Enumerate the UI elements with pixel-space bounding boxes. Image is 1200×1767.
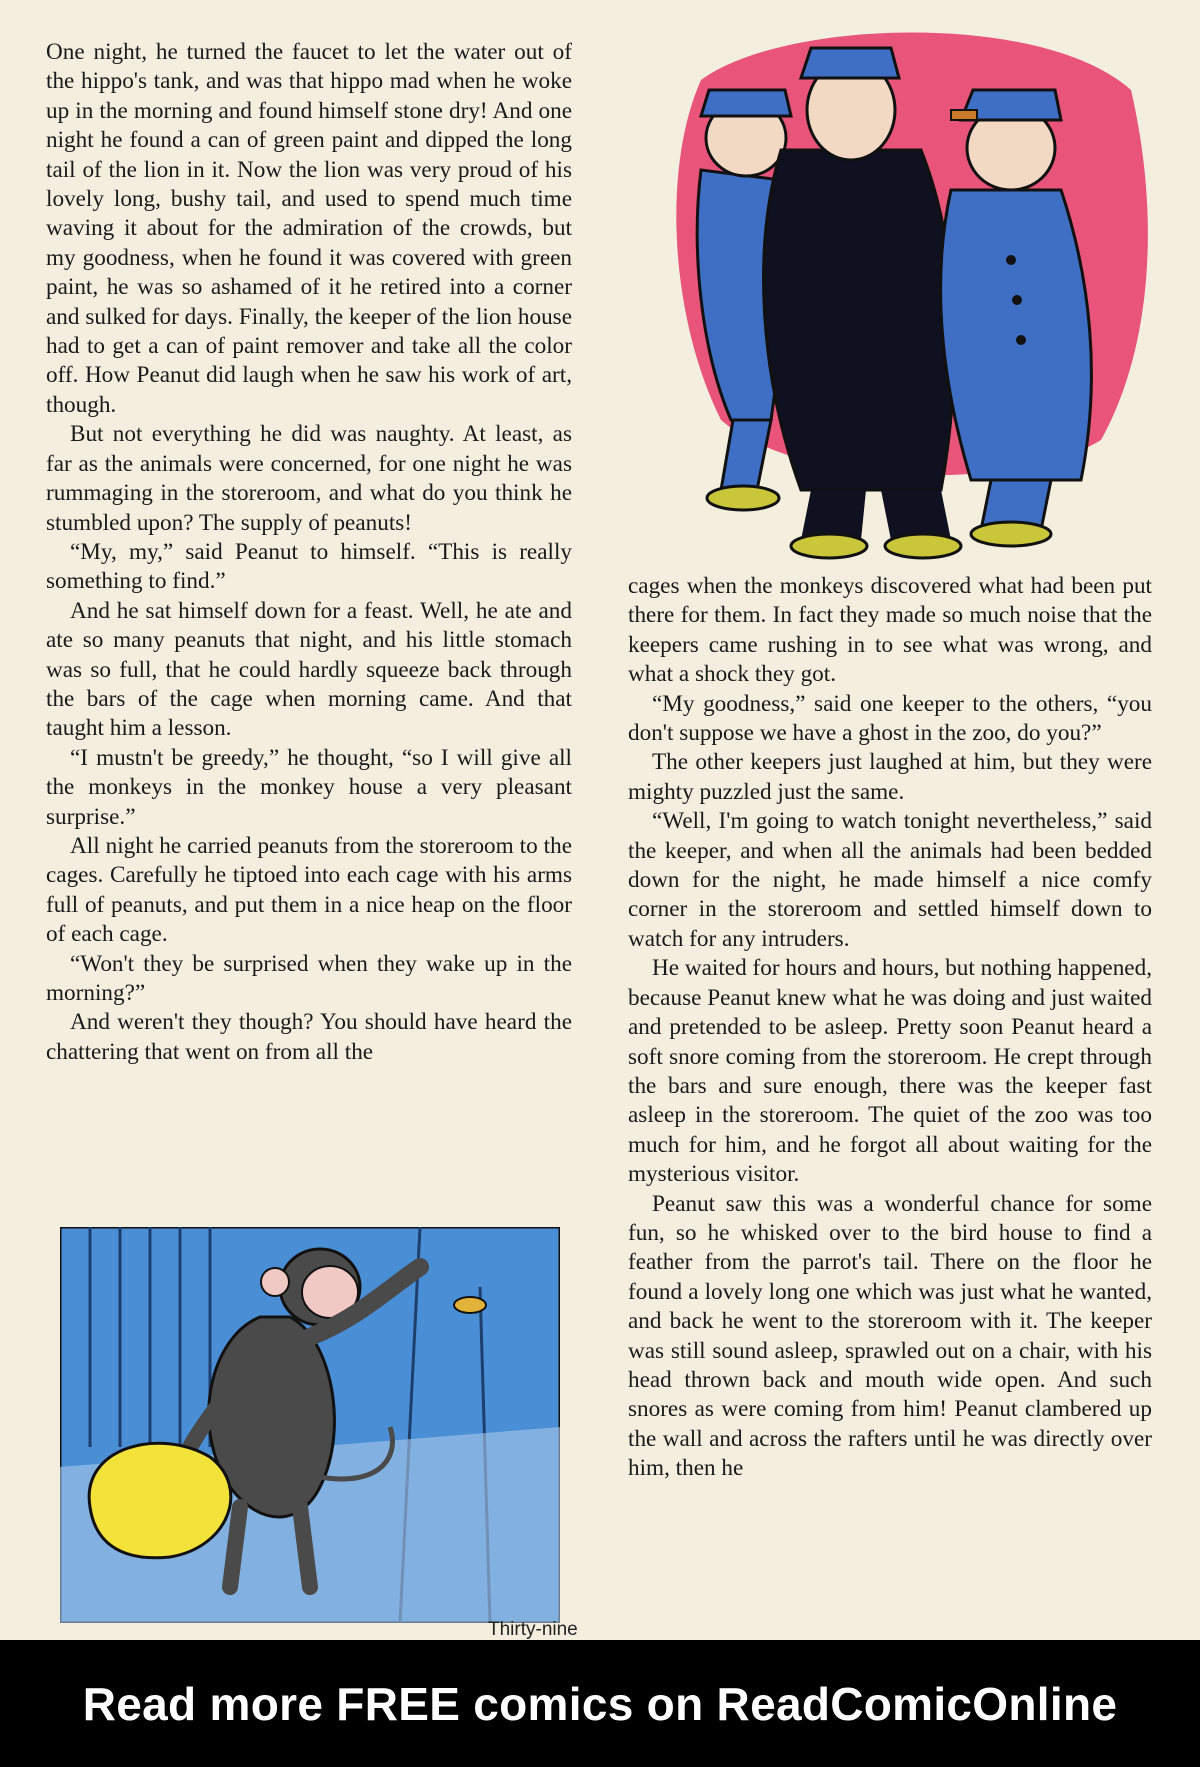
story-paragraph: “My, my,” said Peanut to himself. “This is really something to find.” bbox=[46, 538, 572, 595]
peanut-bag bbox=[89, 1443, 231, 1558]
story-paragraph: He waited for hours and hours, but nothing happened, because Peanut knew what he was doing and just waited and pretended to be asleep. Pretty soon Peanut heard a soft snore coming from the storeroom. He crept through the bars and sure enough, there was the keeper fast asleep in the storeroom. The quiet of the zoo was too much for him, and he forgot all about waiting for the mysterious visitor. bbox=[628, 955, 1152, 1188]
story-paragraph: “My goodness,” said one keeper to the others, “you don't suppose we have a ghost in the zoo, do you?” bbox=[628, 690, 1152, 747]
footer-link-text[interactable]: Read more FREE comics on ReadComicOnline bbox=[82, 1677, 1118, 1730]
footer-banner[interactable] bbox=[0, 1640, 1200, 1767]
keepers-illustration bbox=[661, 20, 1155, 566]
story-paragraph: All night he carried peanuts from the storeroom to the cages. Carefully he tiptoed into each cage with his arms full of peanuts, and put them in a nice heap on the floor of each cage. bbox=[46, 832, 572, 948]
story-paragraph: cages when the monkeys discovered what had been put there for them. In fact they made so much noise that the keepers came rushing in to see what was wrong, and what a shock they got. bbox=[628, 573, 1152, 688]
story-column-left bbox=[46, 38, 572, 1067]
story-paragraph: One night, he turned the faucet to let the water out of the hippo's tank, and was that hippo mad when he woke up in the morning and found himself stone dry! And one night he found a can of green paint and dipped the long tail of the lion in it. Now the lion was very proud of his lovely long, bushy tail, and used to spend much time waving it about for the admiration of the crowds, but my goodness, when he found it was covered with green paint, he was so ashamed of it he retired into a corner and sulked for days. Finally, the keeper of the lion house had to get a can of paint remover and take all the color off. How Peanut did laugh when he saw his work of art, though. bbox=[46, 39, 572, 418]
story-column-right bbox=[628, 572, 1152, 1484]
monkey-drawing bbox=[60, 1227, 560, 1623]
story-paragraph: And he sat himself down for a feast. Well, he ate and ate so many peanuts that night, and his little stomach was so full, that he could hardly squeeze back through the bars of the cage when morning came. And that taught him a lesson. bbox=[46, 597, 572, 742]
peanut bbox=[454, 1297, 486, 1313]
monkey-illustration bbox=[60, 1227, 560, 1623]
story-paragraph: Peanut saw this was a wonderful chance for some fun, so he whisked over to the bird house to find a feather from the parrot's tail. There on the floor he found a lovely long one which was just what he wanted, and back he went to the storeroom with it. The keeper was still sound asleep, sprawled out on a chair, with his head thrown back and mouth wide open. And such snores as were coming from him! Peanut clambered up the wall and across the rafters until he was directly over him, then he bbox=[628, 1190, 1152, 1482]
story-paragraph: The other keepers just laughed at him, but they were mighty puzzled just the same. bbox=[628, 749, 1152, 805]
story-paragraph: But not everything he did was naughty. At least, as far as the animals were concerned, for one night he was rummaging in the storeroom, and what do you think he stumbled upon? The supply of peanuts! bbox=[46, 421, 572, 536]
page-number: Thirty-nine bbox=[488, 1619, 578, 1640]
story-paragraph: “Well, I'm going to watch tonight nevertheless,” said the keeper, and when all the animals had been bedded down for the night, he made himself a nice comfy corner in the storeroom and settled himself down to watch for any intruders. bbox=[628, 808, 1152, 952]
story-paragraph: “Won't they be surprised when they wake up in the morning?” bbox=[46, 950, 572, 1006]
story-paragraph: “I mustn't be greedy,” he thought, “so I will give all the monkeys in the monkey house a very pleasant surprise.” bbox=[46, 744, 572, 830]
story-paragraph: And weren't they though? You should have heard the chattering that went on from all the bbox=[46, 1009, 572, 1065]
keepers-drawing bbox=[661, 20, 1155, 566]
